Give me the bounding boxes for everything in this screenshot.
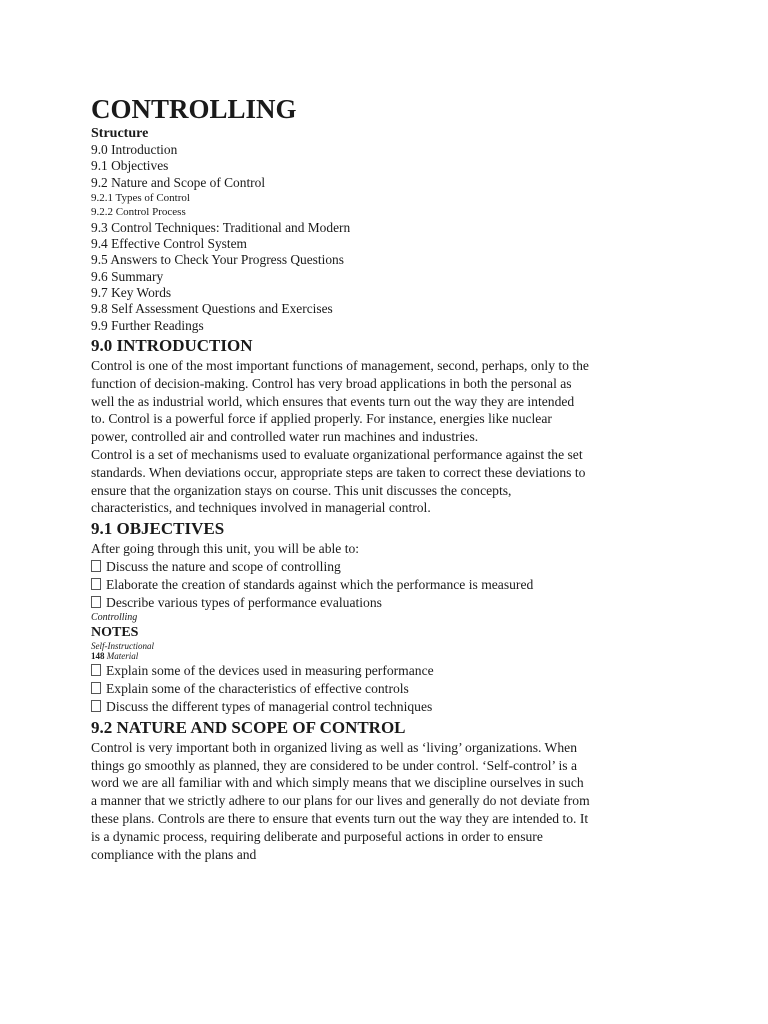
checkbox-bullet-icon: [91, 596, 101, 608]
objective-text: Explain some of the devices used in measuring performance: [106, 663, 434, 679]
toc-item: 9.0 Introduction: [91, 142, 178, 157]
toc-item: 9.5 Answers to Check Your Progress Questions: [91, 252, 344, 268]
section-heading-nature-scope: 9.2 NATURE AND SCOPE OF CONTROL: [91, 717, 406, 737]
margin-notes: [91, 611, 591, 662]
table-of-contents: [91, 142, 591, 334]
objective-item: [91, 698, 591, 716]
toc-item: 9.6 Summary: [91, 268, 164, 284]
checkbox-bullet-icon: [91, 700, 101, 712]
objective-item: [91, 662, 591, 680]
objective-text: Elaborate the creation of standards against which the performance is measured: [106, 576, 534, 592]
margin-self-instructional: Self-Instructional: [91, 641, 154, 652]
toc-item: 9.1 Objectives: [91, 158, 169, 174]
toc-subitem: 9.2.1 Types of Control: [91, 191, 190, 204]
toc-item: 9.2 Nature and Scope of Control: [91, 174, 266, 190]
margin-notes-label: NOTES: [91, 625, 139, 641]
checkbox-bullet-icon: [91, 578, 101, 590]
toc-subitem: 9.2.2 Control Process: [91, 206, 186, 219]
objective-item: [91, 558, 591, 576]
section-heading-objectives: 9.1 OBJECTIVES: [91, 519, 225, 539]
toc-item: 9.9 Further Readings: [91, 317, 204, 333]
objective-text: Discuss the nature and scope of controlling: [106, 558, 341, 574]
objective-text: Describe various types of performance evaluations: [106, 594, 382, 610]
structure-label: Structure: [91, 126, 149, 141]
objective-item: [91, 594, 591, 612]
objective-text: Discuss the different types of managerial control techniques: [106, 698, 433, 714]
checkbox-bullet-icon: [91, 664, 101, 676]
margin-material: Material: [106, 651, 139, 662]
toc-item: 9.3 Control Techniques: Traditional and Modern: [91, 219, 351, 235]
section-heading-introduction: 9.0 INTRODUCTION: [91, 335, 253, 355]
toc-item: 9.7 Key Words: [91, 285, 172, 301]
nature-paragraph: Control is very important both in organized living as well as ‘living’ organizations. When things go smoothly as planned, they are considered to be under control. ‘Self-control’ is a word we are all familiar with and which simply means that we discipline ourselves in such a manner that we strictly adhere to our plans for our lives and generally do not deviate from these plans. Controls are there to ensure that events turn out the way they are intended to. It is a dynamic process, requiring deliberate and purposeful actions in order to ensure compliance with the plans and: [91, 739, 590, 862]
objective-text: Explain some of the characteristics of effective controls: [106, 681, 409, 697]
document-title: CONTROLLING: [91, 94, 297, 124]
introduction-paragraph: Control is a set of mechanisms used to evaluate organizational performance against the set standards. When deviations occur, appropriate steps are taken to correct these deviations to ensure that the organization stays on course. This unit discusses the concepts, characteristics, and techniques involved in managerial control.: [91, 446, 586, 516]
objectives-lead: After going through this unit, you will be able to:: [91, 541, 360, 557]
margin-chapter-name: Controlling: [91, 612, 138, 624]
toc-item: 9.8 Self Assessment Questions and Exercises: [91, 301, 333, 317]
checkbox-bullet-icon: [91, 560, 101, 572]
toc-item: 9.4 Effective Control System: [91, 236, 247, 252]
introduction-paragraph: Control is one of the most important functions of management, second, perhaps, only to the function of decision-making. Control has very broad applications in both the personal as well the as industrial world, which ensures that events turn out the way they are intended to. Control is a powerful force if applied properly. For instance, energies like nuclear power, controlled air and controlled water run machines and industries.: [91, 357, 589, 445]
page-number: 148: [91, 651, 105, 662]
objective-item: [91, 576, 591, 594]
document-page: [91, 94, 591, 863]
page-number-line: [91, 651, 591, 662]
objective-item: [91, 680, 591, 698]
checkbox-bullet-icon: [91, 682, 101, 694]
